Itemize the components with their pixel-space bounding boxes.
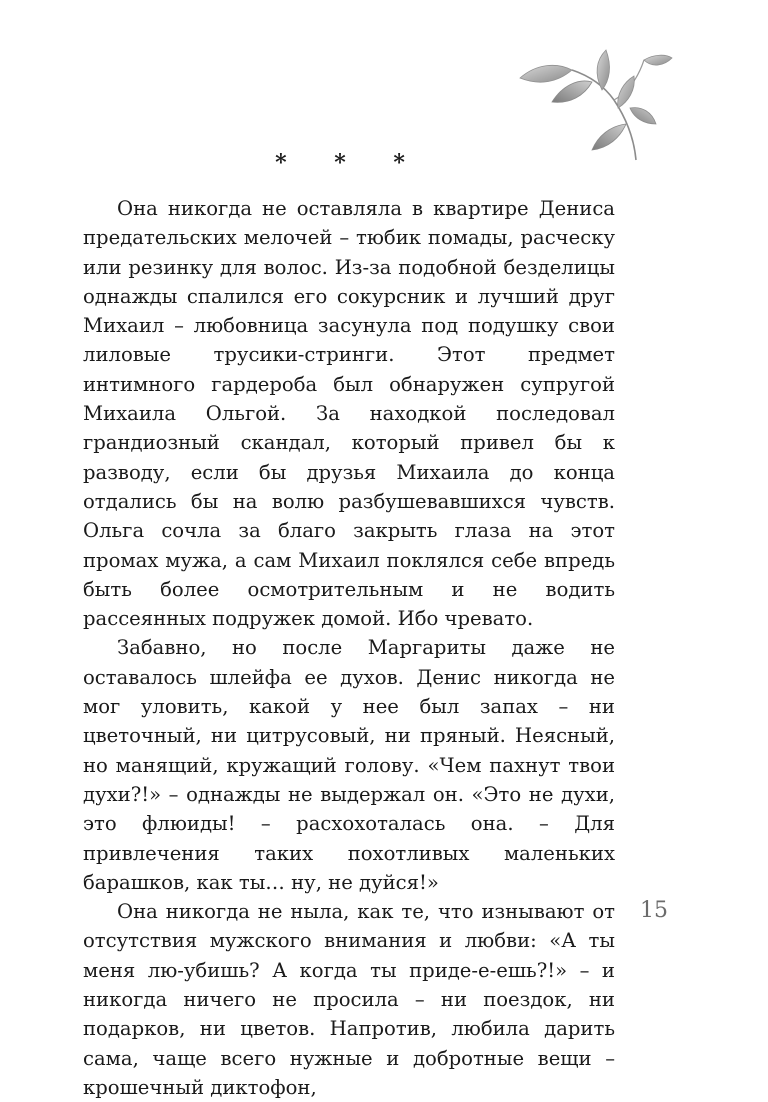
paragraph: Она никогда не ныла, как те, что изнывают от отсутствия мужского внимания и любви: «А ты меня лю-убишь? А когда ты приде-е-ешь?!» – и никогда ничего не просила – ни поездок, ни подарков, ни цветов. Напротив, любила дарить сама, чаще всего нужные и добротные вещи – крошечный диктофон, xyxy=(83,900,615,1099)
paragraph: Она никогда не оставляла в квартире Дениса предательских мелочей – тюбик помады, расческу или резинку для волос. Из-за подобной безделицы однажды спалился его сокурсник и лучший друг Михаил – любовница засунула под подушку свои лиловые трусики-стринги. Этот предмет интимного гардероба был обнаружен супругой Михаила Ольгой. За находкой последовал грандиозный скандал, который привел бы к разводу, если бы друзья Михаила до конца отдались бы на волю разбушевавшихся чувств. Ольга сочла за благо закрыть глаза на этот промах мужа, а сам Михаил поклялся себе впредь быть более осмотрительным и не водить рассеянных подружек домой. Ибо чревато. xyxy=(83,197,615,631)
body-text xyxy=(83,194,615,1102)
page-number: 15 xyxy=(640,898,668,923)
paragraph: Забавно, но после Маргариты даже не оставалось шлейфа ее духов. Денис никогда не мог уловить, какой у нее был запах – ни цветочный, ни цитрусовый, ни пряный. Неясный, но манящий, кружащий голову. «Чем пахнут твои духи?!» – однажды не выдержал он. «Это не духи, это флюиды! – расхохоталась она. – Для привлечения таких похотливых маленьких барашков, как ты… ну, не дуйся!» xyxy=(83,636,615,894)
section-separator: * * * xyxy=(275,150,425,176)
